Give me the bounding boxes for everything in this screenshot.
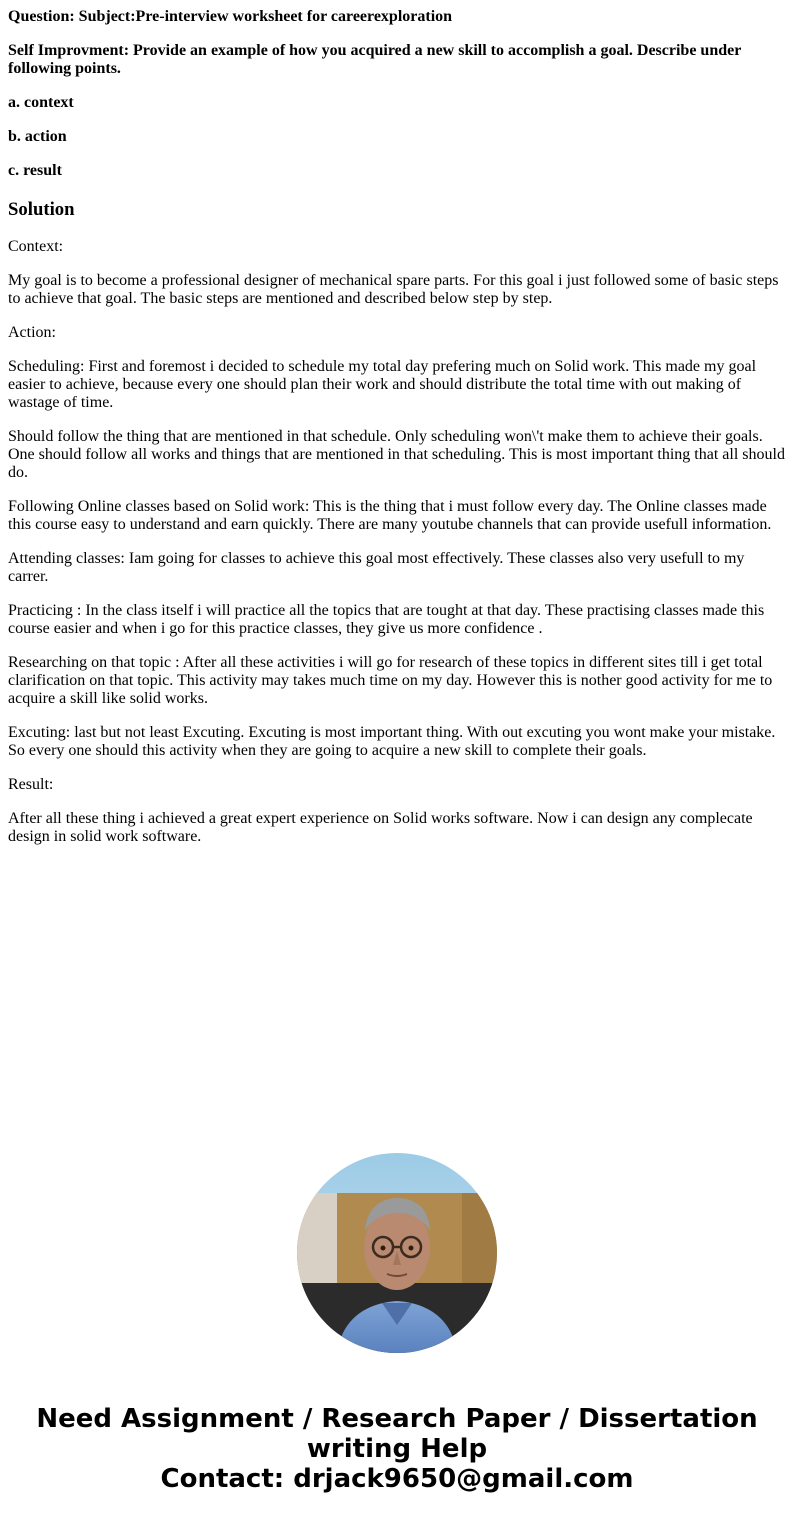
- question-prompt: Self Improvment: Provide an example of how you acquired a new skill to accomplish a goal. Describe under following points.: [8, 42, 742, 77]
- scheduling-paragraph: Scheduling: First and foremost i decided to schedule my total day prefering much on Solid work. This made my goal easier to achieve, because every one should plan their work and should distribute the total time with out making of wastage of time.: [8, 358, 757, 411]
- footer-line-assignment: Need Assignment / Research Paper / Dissertation: [36, 1404, 758, 1434]
- practicing-paragraph: Practicing : In the class itself i will practice all the topics that are tought at that day. These practising classes made this course easier and when i go for this practice classes, they give us more confidence .: [8, 602, 765, 637]
- action-label: Action:: [8, 324, 56, 341]
- document-body: [8, 0, 786, 862]
- result-paragraph: After all these thing i achieved a great expert experience on Solid works software. Now i can design any complecate design in solid work software.: [8, 810, 753, 845]
- context-label: Context:: [8, 238, 64, 255]
- solution-heading: Solution: [8, 199, 75, 220]
- portrait-image: [297, 1153, 497, 1353]
- footer-line-help: writing Help: [306, 1434, 488, 1464]
- result-label: Result:: [8, 776, 54, 793]
- avatar: [297, 1153, 497, 1353]
- question-title: Question: Subject:Pre-interview worksheet for careerexploration: [8, 8, 453, 25]
- attending-classes-paragraph: Attending classes: Iam going for classes to achieve this goal most effectively. These classes also very usefull to my carrer.: [8, 550, 745, 585]
- point-action: b. action: [8, 128, 67, 145]
- footer-contact: Contact: drjack9650@gmail.com: [160, 1464, 634, 1494]
- footer-banner: [0, 1404, 794, 1494]
- researching-paragraph: Researching on that topic : After all these activities i will go for research of these topics in different sites till i get total clarification on that topic. This activity may takes much time on my day. However this is nother good activity for me to acquire a skill like solid works.: [8, 654, 773, 707]
- follow-schedule-paragraph: Should follow the thing that are mentioned in that schedule. Only scheduling won\'t make them to achieve their goals. One should follow all works and things that are mentioned in that scheduling. This is most important thing that all should do.: [8, 428, 785, 481]
- context-paragraph: My goal is to become a professional designer of mechanical spare parts. For this goal i just followed some of basic steps to achieve that goal. The basic steps are mentioned and described below step by step.: [8, 272, 779, 307]
- online-classes-paragraph: Following Online classes based on Solid work: This is the thing that i must follow every day. The Online classes made this course easy to understand and earn quickly. There are many youtube channels that can provide usefull information.: [8, 498, 772, 533]
- excuting-paragraph: Excuting: last but not least Excuting. Excuting is most important thing. With out excuting you wont make your mistake. So every one should this activity when they are going to acquire a new skill to complete their goals.: [8, 724, 776, 759]
- point-context: a. context: [8, 94, 74, 111]
- point-result: c. result: [8, 162, 62, 179]
